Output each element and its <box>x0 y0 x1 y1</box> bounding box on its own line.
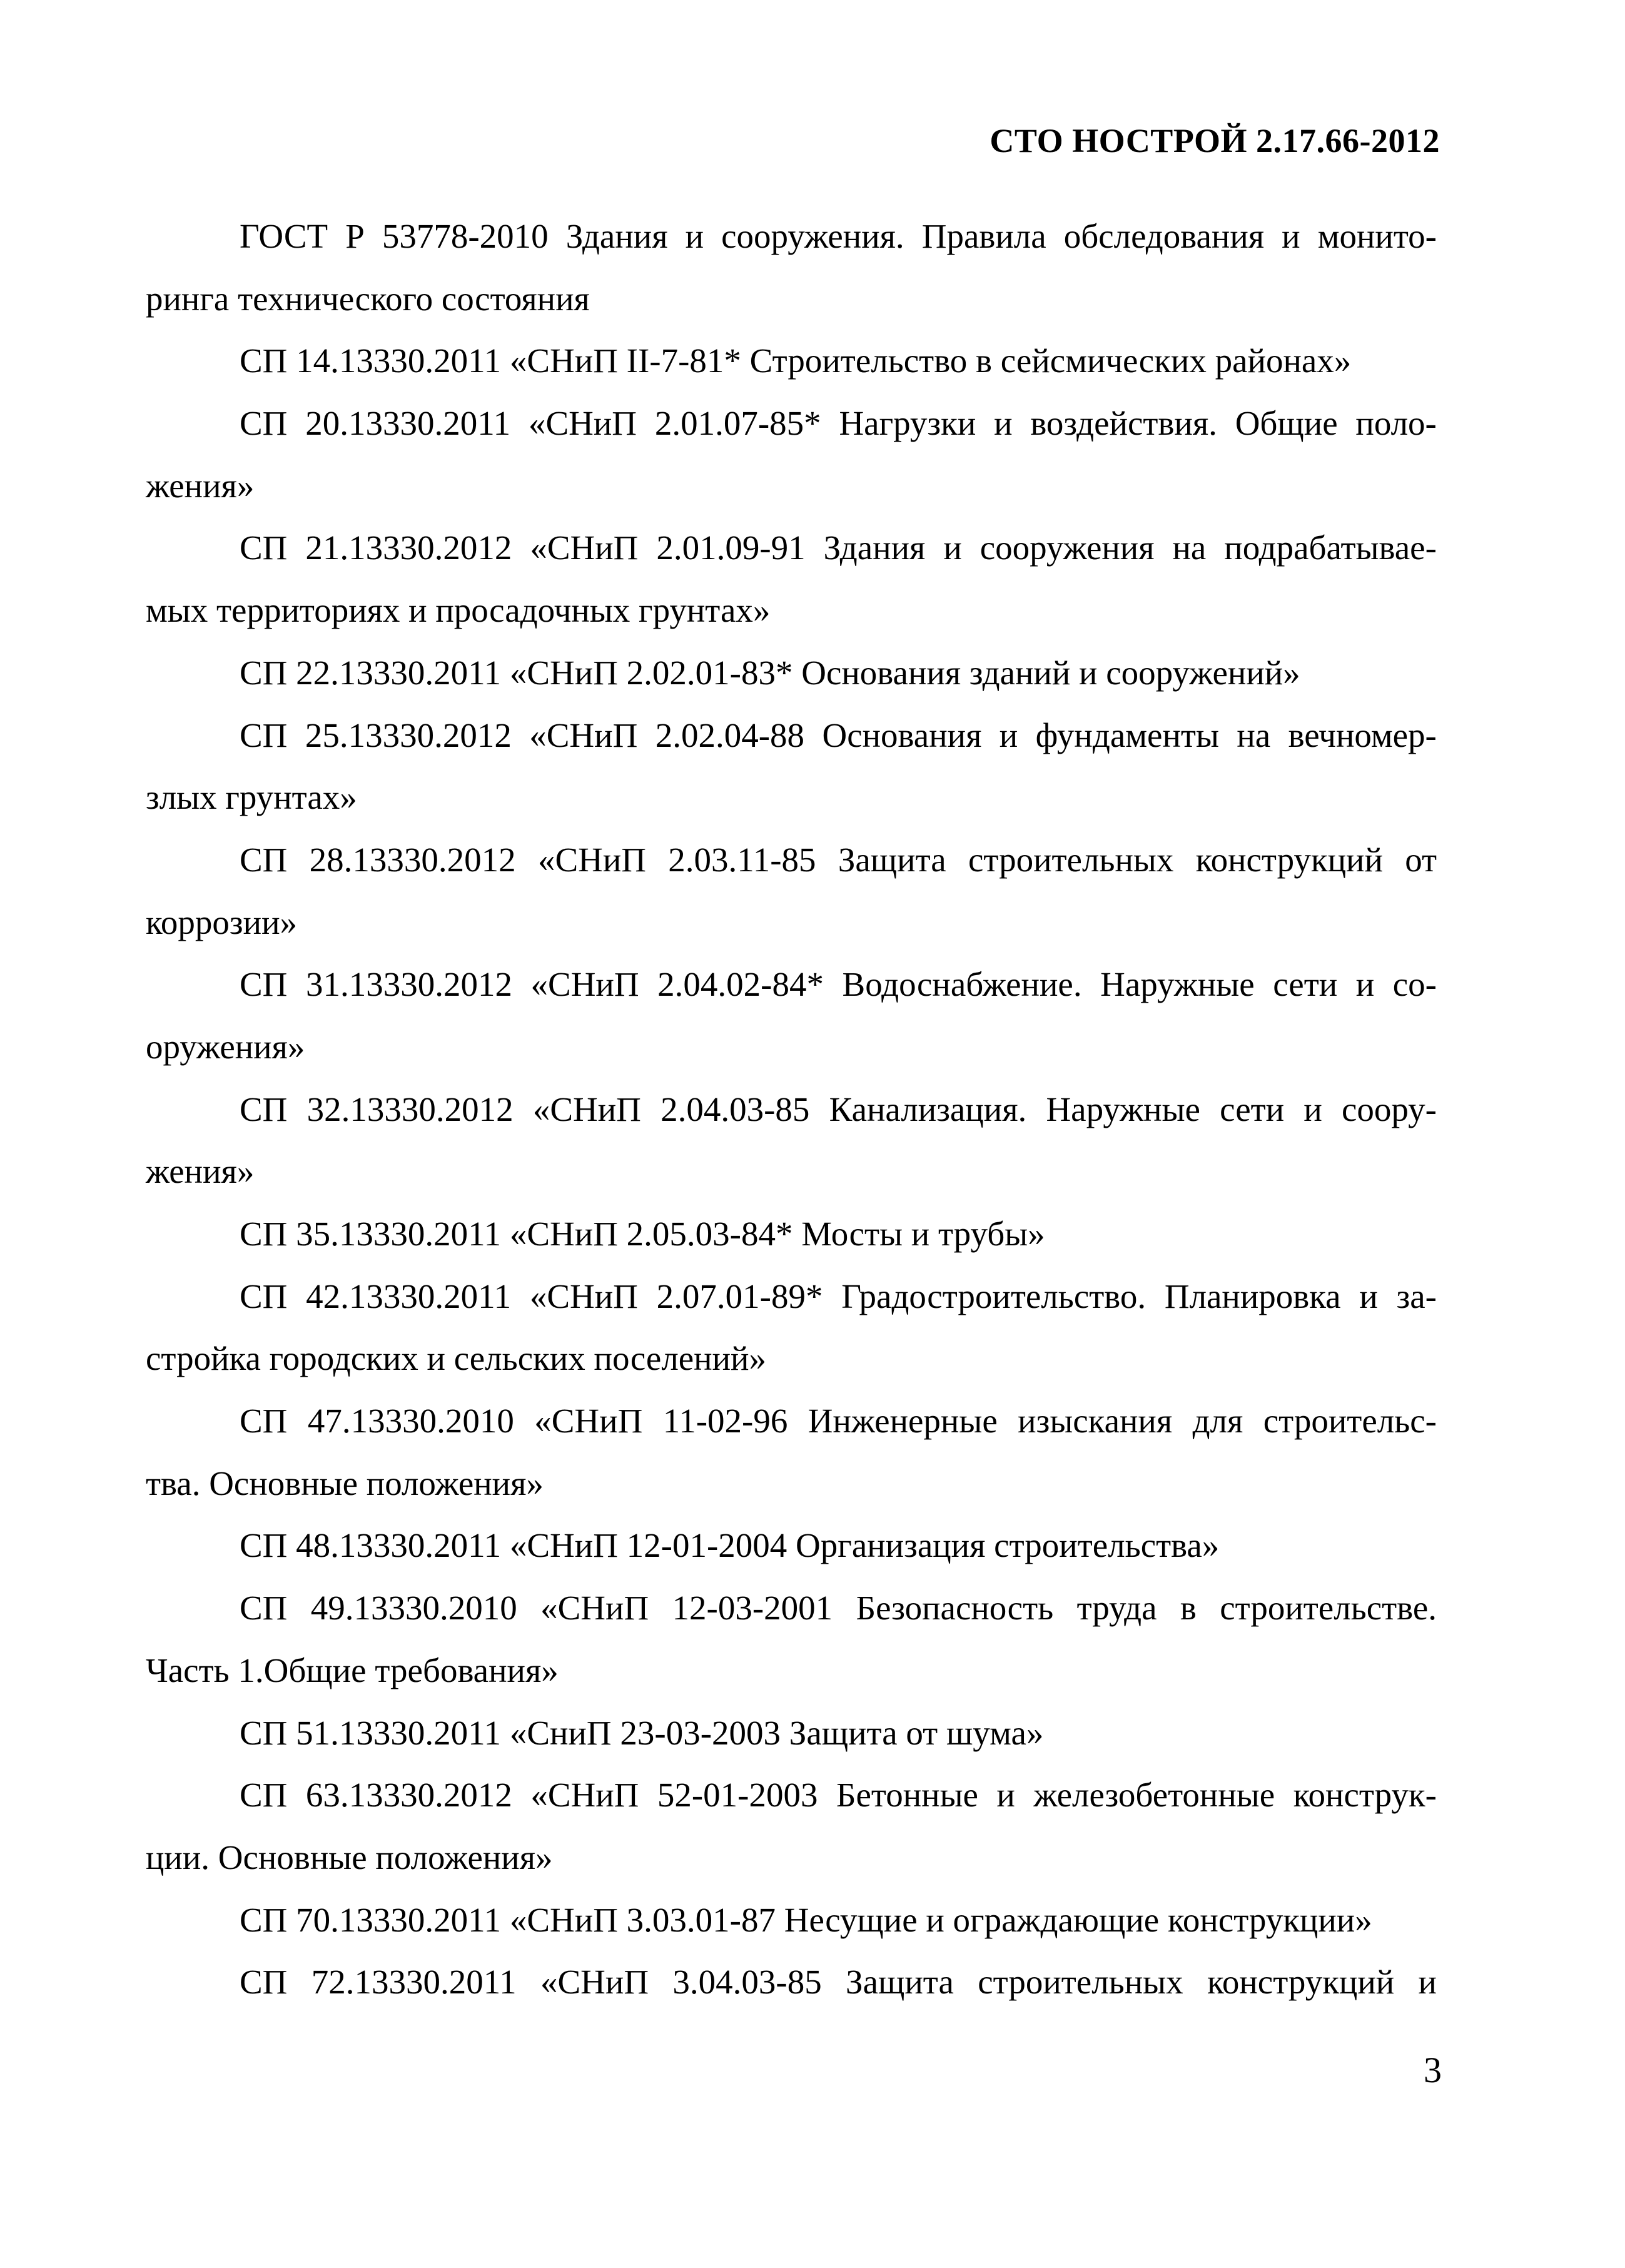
word: 47.13330.2010 <box>307 1402 514 1440</box>
word: Бетонные <box>836 1776 978 1815</box>
word: Здания <box>565 217 668 255</box>
text-line <box>146 1390 1437 1452</box>
word: конструкций <box>1195 840 1383 879</box>
word: вечномер- <box>1288 716 1437 754</box>
word: Здания <box>823 529 926 567</box>
word: 12-03-2001 <box>672 1589 833 1628</box>
text-line <box>146 205 1437 268</box>
word: Безопасность <box>856 1589 1054 1628</box>
text-line: жения» <box>146 1152 255 1191</box>
text-line <box>146 1577 1437 1639</box>
word: 49.13330.2010 <box>310 1589 517 1628</box>
word: «СНиП <box>530 529 639 567</box>
word: «СНиП <box>530 1776 639 1815</box>
word: 42.13330.2011 <box>306 1277 512 1315</box>
word: и <box>685 217 704 255</box>
word: 2.07.01-89* <box>656 1277 823 1315</box>
word: ГОСТ <box>240 217 328 255</box>
text-line: ции. Основные положения» <box>146 1838 553 1876</box>
word: Защита <box>846 1963 954 2002</box>
word: и <box>1418 1963 1437 2002</box>
text-line <box>146 1764 1437 1826</box>
word: 72.13330.2011 <box>311 1963 517 2002</box>
word: воздействия. <box>1030 404 1217 443</box>
word: конструкций <box>1207 1963 1395 2002</box>
word: 31.13330.2012 <box>305 965 512 1004</box>
word: и <box>1282 217 1300 255</box>
word: и <box>943 529 962 567</box>
word: и <box>996 1776 1015 1815</box>
word: и <box>999 716 1018 754</box>
word: «СНиП <box>529 716 638 754</box>
word: 32.13330.2012 <box>306 1090 514 1128</box>
word: Наружные <box>1046 1090 1200 1128</box>
word: и <box>994 404 1013 443</box>
page-header: СТО НОСТРОЙ 2.17.66-2012 <box>990 122 1440 159</box>
text-line: коррозии» <box>146 903 298 941</box>
text-line: жения» <box>146 466 255 505</box>
text-line <box>146 1078 1437 1141</box>
text-line: ринга технического состояния <box>146 279 590 318</box>
word: «СНиП <box>532 1090 641 1128</box>
word: 2.01.09-91 <box>656 529 806 567</box>
word: Градостроительство. <box>841 1277 1147 1315</box>
word: соору- <box>1341 1090 1437 1128</box>
word: 2.03.11-85 <box>668 840 816 879</box>
word: «СНиП <box>537 840 646 879</box>
word: СП <box>240 1963 288 2002</box>
text-line: СП 14.13330.2011 «СНиП II-7-81* Строительство в сейсмических районах» <box>240 342 1352 380</box>
word: 63.13330.2012 <box>305 1776 512 1815</box>
word: Р <box>345 217 365 255</box>
word: 28.13330.2012 <box>309 840 516 879</box>
word: Канализация. <box>829 1090 1027 1128</box>
word: фундаменты <box>1035 716 1219 754</box>
word: Защита <box>838 840 946 879</box>
word: строительс- <box>1263 1402 1437 1440</box>
word: Нагрузки <box>839 404 976 443</box>
text-line: СП 48.13330.2011 «СНиП 12-01-2004 Организация строительства» <box>240 1526 1220 1565</box>
word: строительстве. <box>1220 1589 1437 1628</box>
word: Планировка <box>1164 1277 1341 1315</box>
text-line: мых территориях и просадочных грунтах» <box>146 591 771 630</box>
text-line <box>146 953 1437 1016</box>
word: СП <box>240 965 288 1004</box>
text-line: СП 35.13330.2011 «СНиП 2.05.03-84* Мосты и трубы» <box>240 1215 1045 1253</box>
word: «СНиП <box>528 404 637 443</box>
text-line: тва. Основные положения» <box>146 1464 544 1502</box>
word: СП <box>240 529 288 567</box>
word: 2.02.04-88 <box>655 716 805 754</box>
word: 2.04.03-85 <box>661 1090 810 1128</box>
word: железобетонные <box>1033 1776 1275 1815</box>
text-line <box>146 1265 1437 1328</box>
word: строительных <box>978 1963 1183 2002</box>
word: для <box>1192 1402 1243 1440</box>
word: подрабатывае- <box>1224 529 1437 567</box>
text-line: СП 70.13330.2011 «СНиП 3.03.01-87 Несущие и ограждающие конструкции» <box>240 1900 1372 1939</box>
word: «СНиП <box>534 1402 643 1440</box>
word: Водоснабжение. <box>842 965 1082 1004</box>
word: со- <box>1392 965 1437 1004</box>
text-line: Часть 1.Общие требования» <box>146 1651 559 1689</box>
word: Основания <box>822 716 982 754</box>
word: 2.04.02-84* <box>657 965 824 1004</box>
word: 21.13330.2012 <box>305 529 512 567</box>
text-line: СП 51.13330.2011 «СниП 23-03-2003 Защита от шума» <box>240 1713 1044 1752</box>
word: «СНиП <box>529 1277 638 1315</box>
word: труда <box>1076 1589 1157 1628</box>
word: СП <box>240 840 288 879</box>
word: 53778-2010 <box>382 217 549 255</box>
word: «СНиП <box>540 1963 649 2002</box>
word: от <box>1405 840 1437 879</box>
text-line: стройка городских и сельских поселений» <box>146 1339 766 1378</box>
word: в <box>1180 1589 1197 1628</box>
word: и <box>1304 1090 1322 1128</box>
text-line <box>146 1951 1437 2013</box>
word: 20.13330.2011 <box>305 404 511 443</box>
word: сети <box>1220 1090 1285 1128</box>
word: изыскания <box>1018 1402 1173 1440</box>
word: Наружные <box>1100 965 1255 1004</box>
word: СП <box>240 1776 288 1815</box>
word: монито- <box>1317 217 1437 255</box>
text-line: СП 22.13330.2011 «СНиП 2.02.01-83* Основания зданий и сооружений» <box>240 653 1300 692</box>
text-line: злых грунтах» <box>146 778 357 817</box>
word: на <box>1237 716 1271 754</box>
word: обследования <box>1063 217 1265 255</box>
word: и <box>1359 1277 1378 1315</box>
word: поло- <box>1355 404 1437 443</box>
page-number: 3 <box>1424 2050 1442 2090</box>
word: за- <box>1396 1277 1437 1315</box>
word: сооружения. <box>721 217 904 255</box>
text-line: оружения» <box>146 1027 305 1066</box>
word: строительных <box>968 840 1174 879</box>
word: СП <box>240 1589 288 1628</box>
text-line <box>146 517 1437 579</box>
text-line <box>146 829 1437 891</box>
word: сети <box>1273 965 1338 1004</box>
word: 2.01.07-85* <box>654 404 821 443</box>
word: конструк- <box>1293 1776 1437 1815</box>
word: СП <box>240 1402 288 1440</box>
word: Инженерные <box>807 1402 998 1440</box>
word: Правила <box>921 217 1046 255</box>
word: и <box>1355 965 1375 1004</box>
word: СП <box>240 404 288 443</box>
word: 52-01-2003 <box>657 1776 818 1815</box>
word: «СНиП <box>540 1589 649 1628</box>
word: СП <box>240 716 288 754</box>
word: СП <box>240 1277 288 1315</box>
text-line <box>146 704 1437 767</box>
text-line <box>146 392 1437 455</box>
word: сооружения <box>980 529 1155 567</box>
word: 11-02-96 <box>662 1402 788 1440</box>
word: 25.13330.2012 <box>305 716 512 754</box>
word: 3.04.03-85 <box>672 1963 822 2002</box>
word: СП <box>240 1090 288 1128</box>
word: на <box>1172 529 1207 567</box>
word: Общие <box>1235 404 1338 443</box>
document-body <box>146 205 1437 2013</box>
word: «СНиП <box>530 965 639 1004</box>
